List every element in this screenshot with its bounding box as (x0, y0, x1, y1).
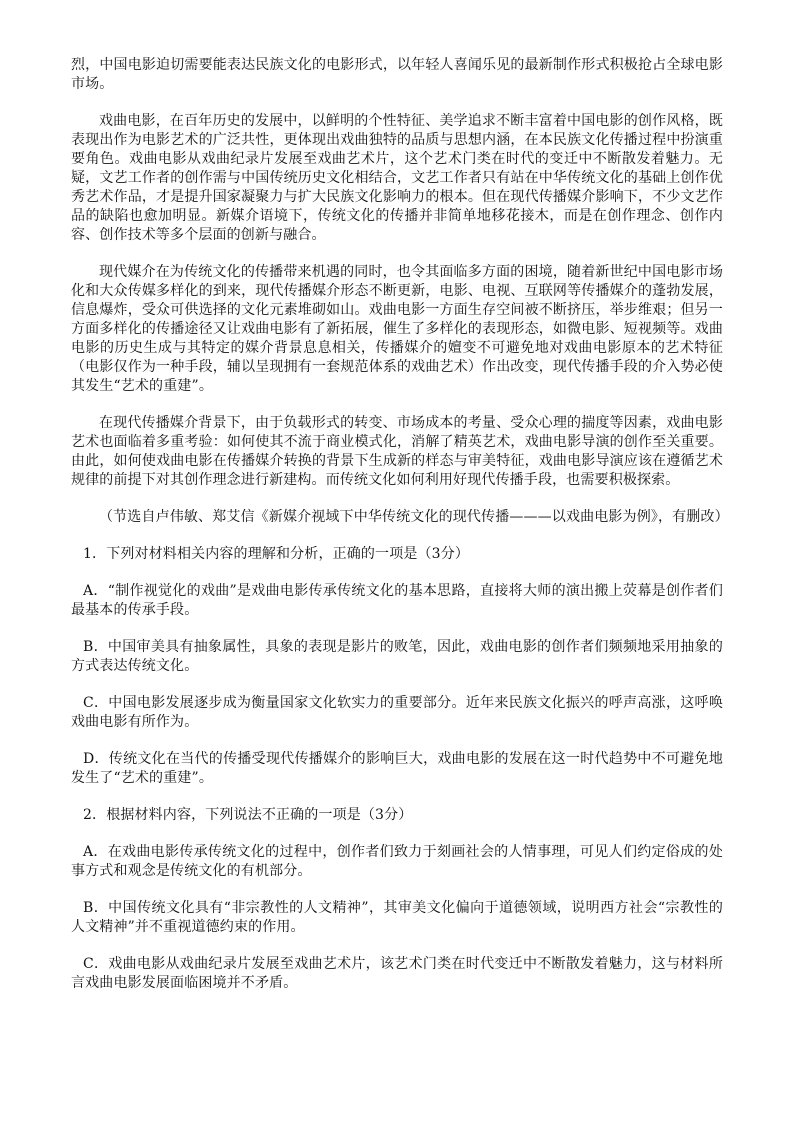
paragraph-continuation: 烈，中国电影迫切需要能表达民族文化的电影形式，以年轻人喜闻乐见的最新制作形式积极抢占全球电影市场。 (71, 57, 723, 92)
paragraph-challenges: 在现代传播媒介背景下，由于负载形式的转变、市场成本的考量、受众心理的揣度等因素，戏曲电影艺术也面临着多重考验：如何使其不流于商业模式化，消解了精英艺术，戏曲电影导演的创作至关重要。由此，如何使戏曲电影在传播媒介转换的背景下生成新的样态与审美特征，戏曲电影导演应该在遵循艺术规律的前提下对其创作理念进行新建构。而传统文化如何利用好现代传播手段，也需要积极探索。 (71, 415, 723, 488)
paragraph-opera-film-history: 戏曲电影，在百年历史的发展中，以鲜明的个性特征、美学追求不断丰富着中国电影的创作风格，既表现出作为电影艺术的广泛共性，更体现出戏曲独特的品质与思想内涵，在本民族文化传播过程中扮演重要角色。戏曲电影从戏曲纪录片发展至戏曲艺术片，这个艺术门类在时代的变迁中不断散发着魅力。无疑，文艺工作者的创作需与中国传统历史文化相结合，文艺工作者只有站在中华传统文化的基础上创作优秀艺术作品，才是提升国家凝聚力与扩大民族文化影响力的根本。但在现代传播媒介影响下，不少文艺作品的缺陷也愈加明显。新媒介语境下，传统文化的传播并非简单地移花接木，而是在创作理念、创作内容、创作技术等多个层面的创新与融合。 (71, 113, 723, 243)
question-1-option-d: D．传统文化在当代的传播受现代传播媒介的影响巨大，戏曲电影的发展在这一时代趋势中不可避免地发生了“艺术的重建”。 (71, 751, 723, 786)
question-1-option-a: A．“制作视觉化的戏曲”是戏曲电影传承传统文化的基本思路，直接将大师的演出搬上荧幕是创作者们最基本的传承手段。 (71, 583, 723, 618)
source-citation: （节选自卢伟敏、郑艾信《新媒介视域下中华传统文化的现代传播———以戏曲电影为例》，有删改） (99, 509, 729, 525)
question-1: 1．下列对材料相关内容的理解和分析，正确的一项是（3分） (83, 546, 470, 562)
question-1-option-c: C．中国电影发展逐步成为衡量国家文化软实力的重要部分。近年来民族文化振兴的呼声高涨，这呼唤戏曲电影有所作为。 (71, 695, 723, 730)
question-1-option-b: B．中国审美具有抽象属性，具象的表现是影片的败笔，因此，戏曲电影的创作者们频频地采用抽象的方式表达传统文化。 (71, 639, 723, 674)
question-2-option-c: C．戏曲电影从戏曲纪录片发展至戏曲艺术片，该艺术门类在时代变迁中不断散发着魅力，这与材料所言戏曲电影发展面临困境并不矛盾。 (71, 956, 723, 991)
question-2-option-b: B．中国传统文化具有“非宗教性的人文精神”，其审美文化偏向于道德领域，说明西方社会“宗教性的人文精神”并不重视道德约束的作用。 (71, 900, 723, 935)
question-2: 2．根据材料内容，下列说法不正确的一项是（3分） (83, 807, 413, 823)
document-page (71, 56, 729, 1011)
paragraph-modern-media: 现代媒介在为传统文化的传播带来机遇的同时，也令其面临多方面的困境，随着新世纪中国电影市场化和大众传媒多样化的到来，现代传播媒介形态不断更新，电影、电视、互联网等传播媒介的蓬勃发展，信息爆炸，受众可供选择的文化元素堆砌如山。戏曲电影一方面生存空间被不断挤压，举步维艰；但另一方面多样化的传播途径又让戏曲电影有了新拓展，催生了多样化的表现形态，如微电影、短视频等。戏曲电影的历史生成与其特定的媒介背景息息相关，传播媒介的嬗变不可避免地对戏曲电影原本的艺术特征（电影仅作为一种手段，辅以呈现拥有一套规范体系的戏曲艺术）作出改变，现代传播手段的介入势必使其发生“艺术的重建”。 (71, 264, 723, 394)
question-2-option-a: A．在戏曲电影传承传统文化的过程中，创作者们致力于刻画社会的人情事理，可见人们约定俗成的处事方式和观念是传统文化的有机部分。 (71, 844, 723, 879)
